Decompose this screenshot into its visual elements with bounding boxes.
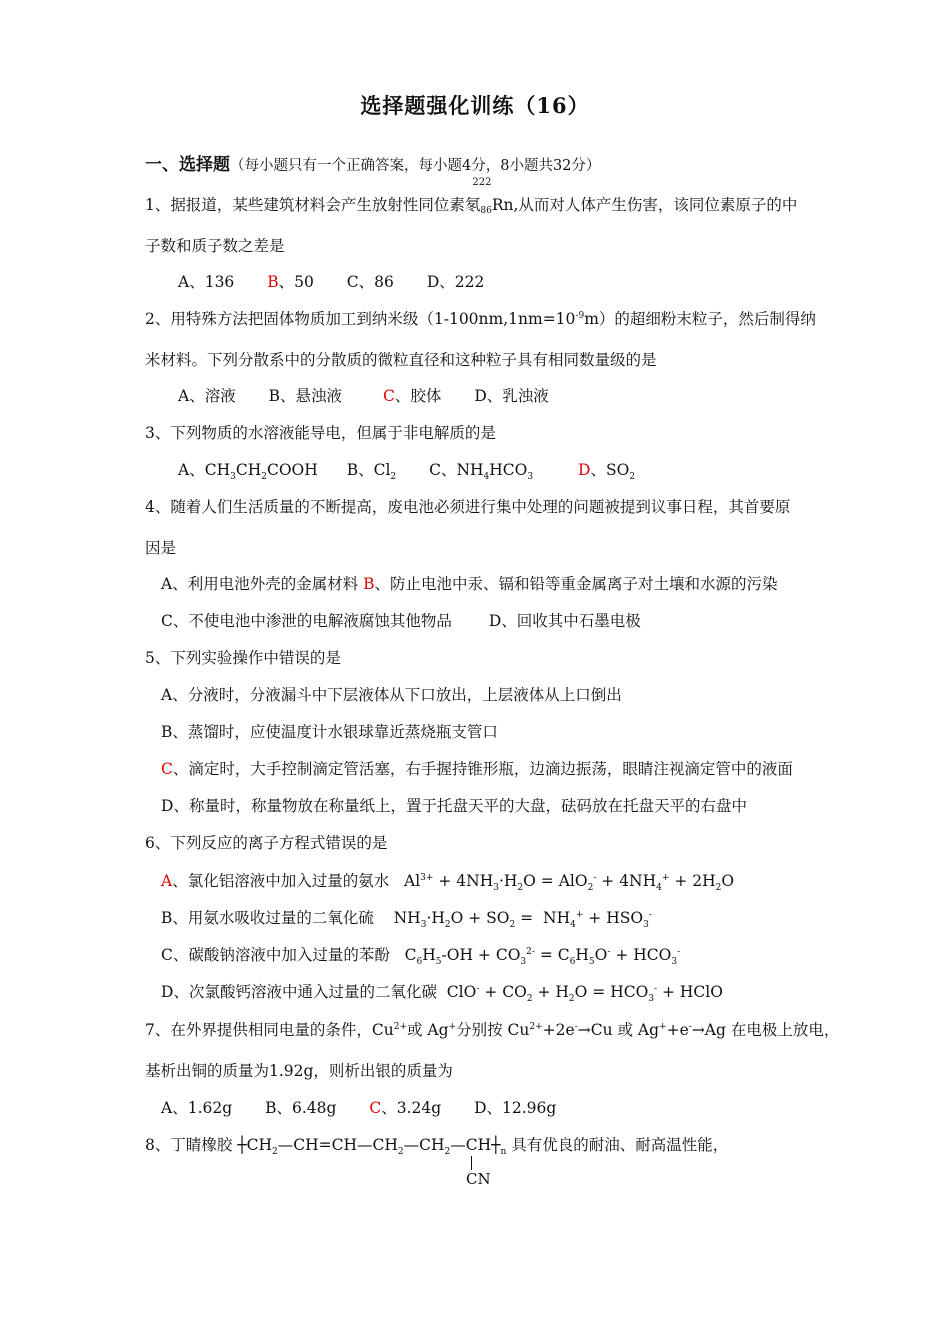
q2-stem-line1: 2、用特殊方法把固体物质加工到纳米级$(1-100nm,1nm=10^{-9}m)$的超细粉末粒子，然后制得纳	[145, 310, 816, 328]
q5-option-c: C、滴定时，大手控制滴定管活塞，右手握持锥形瓶，边滴边振荡，眼睛注视滴定管中的液面	[161, 760, 793, 778]
q6-option-d: D、次氯酸钙溶液中通入过量的二氧化碳 $ClO^- + CO_2 + H_2O = HCO_3^-$ + HClO	[161, 983, 723, 1005]
q4-option-a: A、利用电池外壳的金属材料	[161, 575, 359, 593]
q8-polymer-formula: $┼CH_2—CH=CH—CH_2—CH_2—CH┼_n$	[237, 1136, 507, 1158]
section-heading: 一、选择题	[145, 155, 230, 175]
q1-isotope-mass: 222	[472, 177, 492, 188]
q4-option-d: D、回收其中石墨电极	[488, 612, 641, 630]
q8-branch-bond	[471, 1156, 472, 1170]
q3-option-b: B、$Cl_2$	[346, 461, 397, 483]
q8-branch-group: CN	[466, 1170, 491, 1188]
q6-option-a: A、氯化铝溶液中加入过量的氨水 $Al^{3+} + 4NH_3\cdot H_2O = AlO_2^- + 4NH_4^+ + 2H_2O$	[161, 872, 735, 894]
q1-option-a: A、136	[178, 273, 235, 291]
q1-stem-line1	[145, 177, 798, 221]
section-note: （每小题只有一个正确答案，每小题4分，8小题共32分）	[230, 158, 601, 174]
q1-stem-b: ,从而对人体产生伤害，该同位素原子的中	[513, 196, 798, 214]
q1-stem-a: 1、据报道，某些建筑材料会产生放射性同位素氡	[145, 196, 481, 214]
q4-option-b: B、防止电池中汞、镉和铅等重金属离子对土壤和水源的污染	[363, 575, 778, 593]
q1-option-b: B、50	[267, 273, 314, 291]
q1-option-d: D、222	[426, 273, 485, 291]
q2-exponent: -9	[575, 310, 585, 321]
q2-options	[178, 386, 577, 406]
q2-option-b: B、悬浊液	[268, 387, 343, 405]
q5-option-d: D、称量时，称量物放在称量纸上，置于托盘天平的大盘，砝码放在托盘天平的右盘中	[161, 797, 747, 815]
q6-option-b: B、用氨水吸收过量的二氧化硫 $NH_3\cdot H_2O + SO_2 = NH_4^+ + HSO_3^-$	[161, 909, 652, 931]
q4-option-c: C、不使电池中渗泄的电解液腐蚀其他物品	[161, 612, 452, 630]
q6-option-c: C、碳酸钠溶液中加入过量的苯酚 $C_6H_5-OH + CO_3^{2-} = C_6H_5O^- + HCO_3^-$	[161, 946, 681, 968]
q1-stem-line2: 子数和质子数之差是	[145, 237, 285, 255]
q7-option-d: D、12.96g	[474, 1099, 557, 1117]
q7-stem-line2: 基析出铜的质量为1.92g，则析出银的质量为	[145, 1062, 453, 1080]
q3-options	[178, 460, 663, 483]
q7-option-b: B、6.48g	[265, 1099, 337, 1117]
q1-options	[178, 272, 512, 292]
q4-options-row2	[161, 611, 641, 631]
q2-stem-line2: 米材料。下列分散系中的分散质的微粒直径和这种粒子具有相同数量级的是	[145, 351, 657, 369]
q2-option-a: A、溶液	[178, 387, 236, 405]
q1-option-c: C、86	[346, 273, 394, 291]
page-title: 选择题强化训练（16）	[360, 93, 590, 118]
q7-stem-line1: 7、在外界提供相同电量的条件，$Cu^{2+}$或 Ag+分别按 $Cu^{2+}+2e^-\to Cu$ 或 Ag++e-→Ag 在电极上放电，	[145, 1021, 840, 1039]
q3-option-c: C、$NH_4HCO_3$	[429, 461, 534, 483]
q7-option-c: C、3.24g	[369, 1099, 442, 1117]
q5-option-b: B、蒸馏时，应使温度计水银球靠近蒸烧瓶支管口	[161, 723, 498, 741]
q4-options-row1	[161, 574, 778, 594]
q4-stem-line2: 因是	[145, 539, 177, 557]
q4-stem-line1: 4、随着人们生活质量的不断提高，废电池必须进行集中处理的问题被提到议事日程，其首要原	[145, 498, 791, 516]
q1-isotope-z: 86	[480, 206, 492, 216]
q6-stem: 6、下列反应的离子方程式错误的是	[145, 834, 388, 852]
section-heading-line	[145, 155, 600, 176]
q2-option-c: C、胶体	[383, 387, 442, 405]
q3-stem: 3、下列物质的水溶液能导电，但属于非电解质的是	[145, 424, 496, 442]
q7-options	[161, 1098, 584, 1118]
q1-isotope	[472, 177, 514, 221]
q3-option-d: D、$SO_2$	[578, 461, 636, 483]
q2-option-d: D、乳浊液	[474, 387, 549, 405]
q5-option-a: A、分液时，分液漏斗中下层液体从下口放出，上层液体从上口倒出	[161, 686, 622, 704]
q5-stem: 5、下列实验操作中错误的是	[145, 649, 341, 667]
q1-isotope-symbol: Rn	[491, 196, 514, 214]
q7-option-a: A、1.62g	[161, 1099, 233, 1117]
q8-stem: 8、丁睛橡胶 $┼CH_2—CH=CH—CH_2—CH_2—CH┼_n$ 具有优良的耐油、耐高温性能，	[145, 1136, 729, 1158]
q3-option-a: A、$CH_3CH_2COOH$	[178, 461, 318, 483]
